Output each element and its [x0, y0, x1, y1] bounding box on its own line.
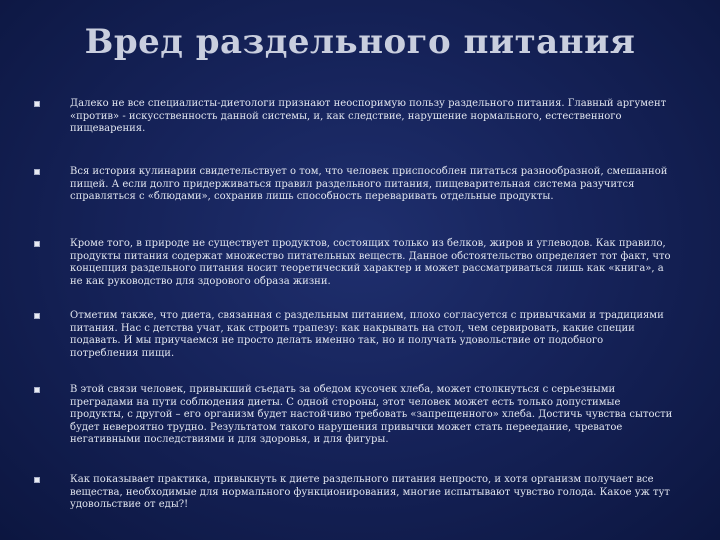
square-bullet-icon — [34, 387, 40, 393]
bullet-text: Отметим также, что диета, связанная с раздельным питанием, плохо согласуется с привычками и традициями питания. Нас с детства учат, как строить трапезу: как накрывать на стол, чем сервировать, какие специи подавать. И мы приучаемся не просто делать именно так, но и получать удовольствие от подобного потребления пищи. — [70, 310, 664, 359]
square-bullet-icon — [34, 169, 40, 175]
list-item — [34, 238, 674, 288]
list-item — [34, 166, 674, 204]
square-bullet-icon — [34, 241, 40, 247]
bullet-text: Кроме того, в природе не существует продуктов, состоящих только из белков, жиров и углеводов. Как правило, продукты питания содержат множество питательных веществ. Данное обстоятельство определяет тот факт, что концепция раздельного питания носит теоретический характер и может рассматриваться лишь как «книга», а не как руководство для здорового образа жизни. — [70, 238, 671, 287]
list-item — [34, 310, 674, 360]
bullet-text: Как показывает практика, привыкнуть к диете раздельного питания непросто, и хотя организм получает все вещества, необходимые для нормального функционирования, многие испытывают чувство голода. Какое уж тут удовольствие от еды?! — [70, 474, 670, 511]
list-item — [34, 474, 674, 512]
list-item — [34, 98, 674, 136]
bullet-text: Вся история кулинарии свидетельствует о том, что человек приспособлен питаться разнообразной, смешанной пищей. А если долго придерживаться правил раздельного питания, пищеварительная система разучится справляться с «блюдами», сохранив лишь способность переваривать отдельные продукты. — [70, 166, 668, 203]
square-bullet-icon — [34, 101, 40, 107]
bullet-text: Далеко не все специалисты-диетологи признают неоспоримую пользу раздельного питания. Главный аргумент «против» - искусственность данной системы, и, как следствие, нарушение нормального, естественного пищеварения. — [70, 98, 667, 135]
bullet-text: В этой связи человек, привыкший съедать за обедом кусочек хлеба, может столкнуться с серьезными преградами на пути соблюдения диеты. С одной стороны, этот человек может есть только допустимые продукты, с другой – его организм будет настойчиво требовать «запрещенного» хлеба. Достичь чувства сытости будет невероятно трудно. Результатом такого нарушения привычки может стать переедание, чреватое негативными последствиями и для здоровья, и для фигуры. — [70, 384, 673, 446]
square-bullet-icon — [34, 313, 40, 319]
list-item — [34, 384, 674, 447]
slide-title: Вред раздельного питания — [84, 22, 636, 62]
square-bullet-icon — [34, 477, 40, 483]
